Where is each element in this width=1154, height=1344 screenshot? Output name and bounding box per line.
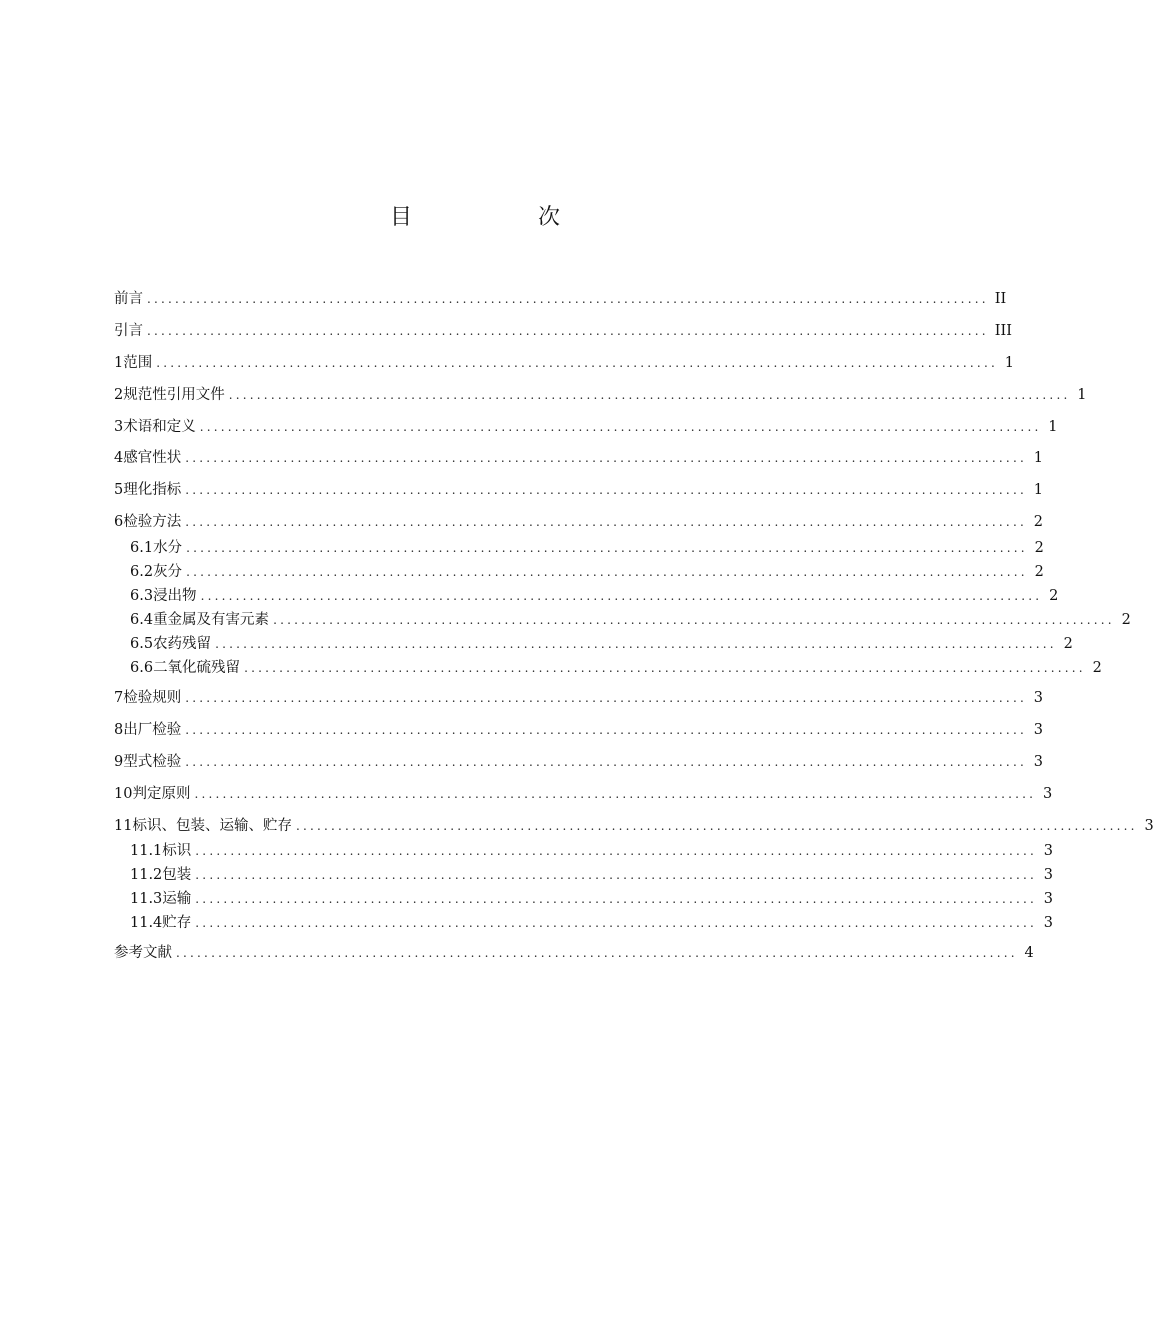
toc-entry-label: 前言 [114, 291, 143, 307]
toc-leader: ........................................................................................................................ [185, 515, 1027, 529]
toc-entry-page: 3 [1043, 843, 1054, 859]
toc-entry-number: 6.5 [130, 636, 154, 652]
toc-entry-page: III [994, 323, 1012, 339]
page-title: 目 次 [389, 205, 612, 230]
toc-entry-references[interactable] [114, 942, 1034, 964]
toc-entry-label: 重金属及有害元素 [153, 612, 270, 628]
toc-entry-6-1[interactable] [130, 537, 1044, 559]
toc-entry-1[interactable] [114, 352, 1014, 374]
toc-entry-6-5[interactable] [130, 633, 1073, 655]
toc-entry-page: 3 [1033, 690, 1043, 706]
toc-leader: ........................................................................................................................ [244, 661, 1086, 675]
toc-leader: ........................................................................................................................ [186, 541, 1028, 555]
toc-entry-label: 判定原则 [132, 786, 191, 802]
toc-entry-number: 6 [114, 514, 124, 530]
toc-leader: ........................................................................................................................ [295, 819, 1138, 833]
toc-entry-label: 二氧化硫残留 [153, 660, 241, 676]
toc-entry-8[interactable] [114, 719, 1043, 741]
toc-entry-9[interactable] [114, 751, 1043, 773]
toc-entry-page: 3 [1042, 786, 1053, 802]
toc-leader: ........................................................................................................................ [185, 723, 1027, 737]
toc-leader: ........................................................................................................................ [273, 613, 1115, 627]
toc-leader: ........................................................................................................................ [195, 868, 1038, 882]
toc-entry-page: 4 [1024, 945, 1034, 961]
toc-entry-number: 6.2 [130, 564, 154, 580]
toc-entry-number: 6.1 [130, 540, 154, 556]
toc-entry-page: 2 [1049, 588, 1059, 604]
toc-entry-11-3[interactable] [130, 888, 1054, 910]
toc-entry-11[interactable] [114, 815, 1154, 837]
toc-leader: ........................................................................................................................ [199, 420, 1042, 434]
toc-leader: ........................................................................................................................ [185, 483, 1027, 497]
toc-leader: ........................................................................................................................ [147, 324, 989, 338]
toc-entry-number: 2 [114, 387, 124, 403]
toc-entry-3[interactable] [114, 416, 1058, 438]
toc-leader: ........................................................................................................................ [156, 356, 998, 370]
toc-entry-number: 11.2 [130, 867, 163, 883]
toc-entry-number: 6.3 [130, 588, 154, 604]
toc-entry-6[interactable] [114, 511, 1043, 533]
toc-entry-label: 灰分 [153, 564, 183, 580]
toc-entry-page: 1 [1004, 355, 1014, 371]
toc-entry-number: 6.6 [130, 660, 154, 676]
toc-leader: ........................................................................................................................ [194, 787, 1037, 801]
toc-entry-number: 3 [114, 419, 124, 435]
toc-entry-11-2[interactable] [130, 864, 1054, 886]
toc-leader: ........................................................................................................................ [215, 637, 1057, 651]
toc-entry-number: 6.4 [130, 612, 154, 628]
toc-entry-page: 3 [1043, 891, 1054, 907]
toc-leader: ........................................................................................................................ [185, 691, 1027, 705]
toc-entry-6-6[interactable] [130, 657, 1102, 679]
toc-entry-label: 贮存 [162, 915, 192, 931]
toc-leader: ........................................................................................................................ [195, 844, 1038, 858]
toc-entry-page: 2 [1121, 612, 1131, 628]
toc-leader: ........................................................................................................................ [185, 755, 1027, 769]
toc-entry-page: 2 [1034, 540, 1044, 556]
toc-entry-introduction[interactable] [114, 320, 1012, 342]
toc-leader: ........................................................................................................................ [147, 292, 989, 306]
toc-leader: ........................................................................................................................ [195, 916, 1038, 930]
toc-leader: ........................................................................................................................ [185, 451, 1027, 465]
toc-leader: ........................................................................................................................ [186, 565, 1028, 579]
toc-entry-number: 9 [114, 754, 124, 770]
toc-entry-5[interactable] [114, 479, 1043, 501]
toc-entry-label: 标识 [162, 843, 192, 859]
toc-entry-foreword[interactable] [114, 288, 1007, 310]
toc-entry-label: 出厂检验 [123, 722, 182, 738]
toc-entry-page: 2 [1034, 564, 1044, 580]
toc-leader: ........................................................................................................................ [200, 589, 1043, 603]
toc-entry-label: 理化指标 [123, 482, 182, 498]
toc-entry-label: 检验方法 [123, 514, 182, 530]
toc-leader: ........................................................................................................................ [195, 892, 1038, 906]
toc-entry-2[interactable] [114, 384, 1087, 406]
toc-entry-number: 7 [114, 690, 124, 706]
toc-entry-11-4[interactable] [130, 912, 1054, 934]
toc-entry-page: 3 [1043, 867, 1054, 883]
toc-entry-page: 2 [1033, 514, 1043, 530]
toc-entry-page: 3 [1144, 818, 1154, 834]
toc-entry-page: II [994, 291, 1007, 307]
toc-entry-label: 运输 [162, 891, 192, 907]
toc-entry-label: 感官性状 [123, 450, 182, 466]
toc-leader: ........................................................................................................................ [228, 388, 1071, 402]
toc-entry-number: 11.4 [130, 915, 163, 931]
toc-entry-label: 引言 [114, 323, 143, 339]
toc-entry-number: 1 [114, 355, 124, 371]
toc-entry-page: 1 [1048, 419, 1058, 435]
toc-entry-6-2[interactable] [130, 561, 1044, 583]
toc-entry-4[interactable] [114, 447, 1043, 469]
toc-entry-6-4[interactable] [130, 609, 1131, 631]
toc-entry-11-1[interactable] [130, 840, 1054, 862]
toc-entry-label: 标识、包装、运输、贮存 [132, 818, 292, 834]
toc-entry-6-3[interactable] [130, 585, 1059, 607]
toc-entry-label: 农药残留 [153, 636, 212, 652]
toc-entry-page: 3 [1043, 915, 1054, 931]
toc-entry-number: 8 [114, 722, 124, 738]
toc-entry-number: 5 [114, 482, 124, 498]
toc-entry-label: 包装 [162, 867, 192, 883]
toc-entry-page: 1 [1077, 387, 1087, 403]
toc-leader: ........................................................................................................................ [176, 946, 1018, 960]
toc-entry-number: 10 [114, 786, 133, 802]
toc-entry-label: 水分 [153, 540, 183, 556]
toc-entry-page: 2 [1063, 636, 1073, 652]
toc-entry-number: 11 [114, 818, 133, 834]
toc-entry-page: 3 [1033, 722, 1043, 738]
toc-entry-10[interactable] [114, 783, 1053, 805]
toc-entry-label: 浸出物 [153, 588, 197, 604]
toc-entry-7[interactable] [114, 687, 1043, 709]
toc-entry-page: 1 [1033, 482, 1043, 498]
toc-entry-label: 范围 [123, 355, 153, 371]
toc-entry-label: 规范性引用文件 [123, 387, 225, 403]
toc-entry-label: 型式检验 [123, 754, 182, 770]
toc-entry-page: 2 [1092, 660, 1102, 676]
toc-entry-label: 术语和定义 [123, 419, 196, 435]
toc-entry-page: 3 [1033, 754, 1043, 770]
toc-entry-label: 参考文献 [114, 945, 172, 961]
toc-entry-number: 4 [114, 450, 124, 466]
toc-entry-label: 检验规则 [123, 690, 182, 706]
toc-entry-number: 11.3 [130, 891, 163, 907]
toc-entry-page: 1 [1033, 450, 1043, 466]
toc-entry-number: 11.1 [130, 843, 163, 859]
